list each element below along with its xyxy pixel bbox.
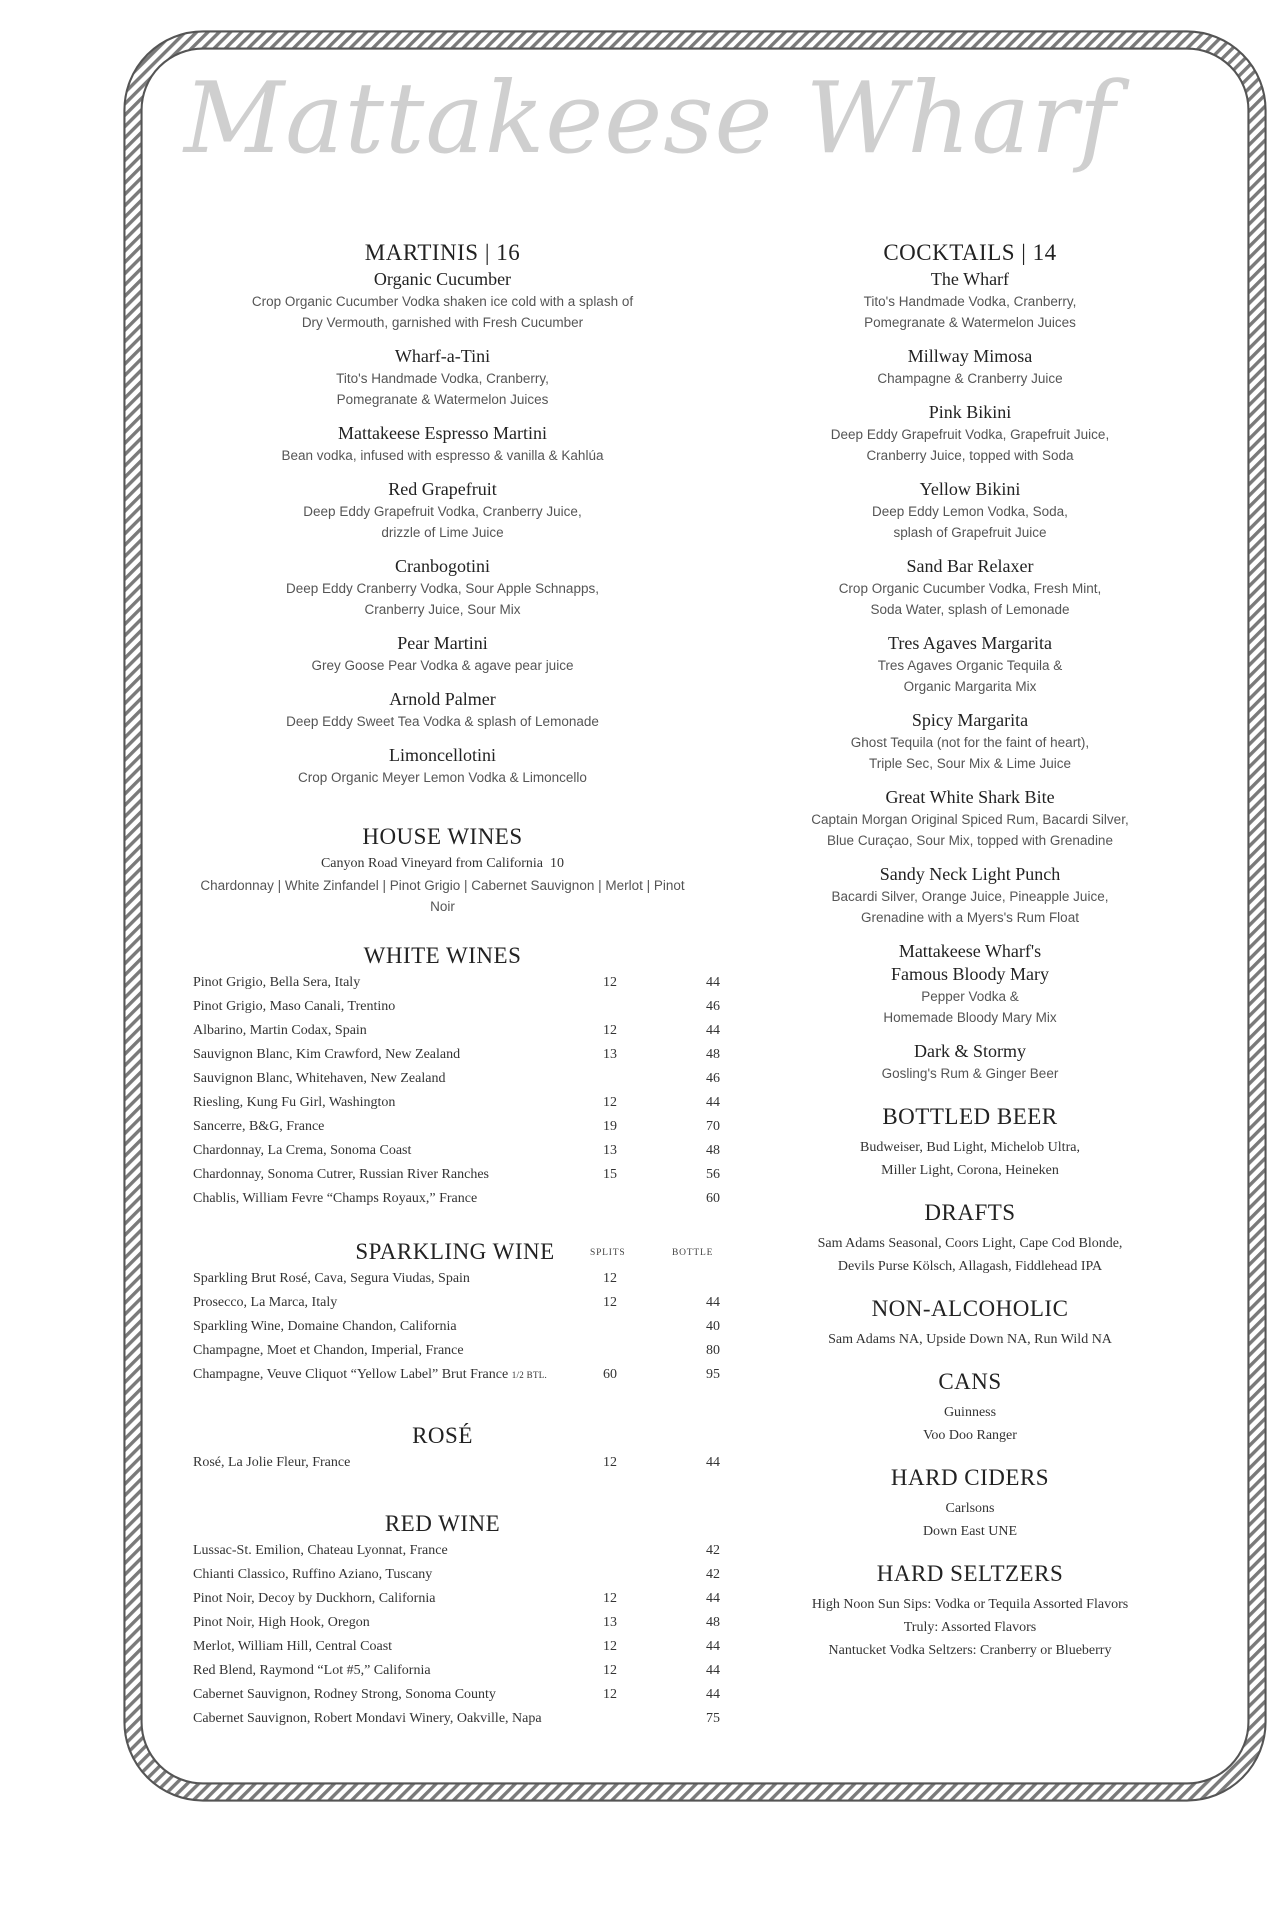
martinis-section — [190, 238, 695, 788]
beer-section-title: HARD SELTZERS — [876, 1561, 1064, 1586]
cocktail-item — [760, 863, 1180, 928]
martini-item — [190, 632, 695, 676]
wine-row — [190, 1043, 720, 1067]
martini-name: Cranbogotini — [395, 556, 490, 576]
wine-bottle-price: 44 — [706, 1095, 720, 1110]
bottle-column-header: BOTTLE — [672, 1248, 714, 1258]
beer-section-body — [760, 1497, 1180, 1543]
martini-item — [190, 555, 695, 620]
wine-row — [190, 1683, 720, 1707]
wine-name: Pinot Grigio, Bella Sera, Italy — [193, 975, 361, 990]
wine-name: Cabernet Sauvignon, Rodney Strong, Sonoma County — [193, 1687, 496, 1702]
beer-section — [760, 1294, 1180, 1351]
wine-glass-price: 13 — [603, 1143, 617, 1158]
wine-row — [190, 1267, 695, 1291]
wine-row — [190, 1187, 720, 1211]
wine-name: Sancerre, B&G, France — [193, 1119, 325, 1134]
sparkling-title: SPARKLING WINE — [355, 1239, 555, 1264]
beer-section-body — [760, 1328, 1180, 1351]
wine-name: Champagne, Veuve Cliquot “Yellow Label” Brut France 1/2 BTL. — [193, 1367, 548, 1382]
wine-row — [190, 971, 720, 995]
rose-title: ROSÉ — [412, 1423, 473, 1448]
martini-name: Arnold Palmer — [389, 689, 496, 709]
cocktail-item — [760, 268, 1180, 333]
cocktail-name: Spicy Margarita — [911, 710, 1029, 730]
wine-name: Cabernet Sauvignon, Robert Mondavi Winery, Oakville, Napa — [193, 1711, 542, 1726]
wine-name: Chablis, William Fevre “Champs Royaux,” France — [193, 1191, 478, 1206]
martini-description: Bean vodka, infused with espresso & vanilla & Kahlúa — [281, 448, 604, 463]
wine-bottle-price: 44 — [706, 1687, 720, 1702]
wine-row — [190, 1587, 720, 1611]
wine-name: Merlot, William Hill, Central Coast — [193, 1639, 393, 1654]
wine-row — [190, 1611, 720, 1635]
left-column — [190, 238, 720, 1731]
beer-section — [760, 1198, 1180, 1278]
splits-column-header: SPLITS — [590, 1248, 626, 1258]
wine-row — [190, 1019, 720, 1043]
wine-glass-price: 13 — [603, 1615, 617, 1630]
wine-bottle-price: 44 — [706, 975, 720, 990]
wine-bottle-price: 42 — [706, 1567, 720, 1582]
cocktail-item — [760, 555, 1180, 620]
beer-section-body — [760, 1232, 1180, 1278]
martini-name: Pear Martini — [397, 633, 488, 653]
wine-bottle-price: 60 — [706, 1191, 720, 1206]
wine-row — [190, 1563, 720, 1587]
wine-row — [190, 1291, 720, 1315]
cocktail-item — [760, 940, 1180, 1028]
wine-name: Rosé, La Jolie Fleur, France — [193, 1455, 351, 1470]
house-wines-price: 10 — [550, 856, 565, 871]
cocktails-section — [760, 238, 1180, 1084]
rose-wine-list — [190, 1451, 720, 1475]
beer-line: Down East UNE — [922, 1524, 1018, 1539]
martini-item — [190, 268, 695, 333]
beer-line: Guinness — [943, 1405, 997, 1420]
right-column — [760, 238, 1180, 1662]
cocktail-description: Tres Agaves Organic Tequila & — [877, 658, 1063, 673]
house-wines-vineyard: Canyon Road Vineyard from California — [320, 856, 544, 871]
martini-description: Pomegranate & Watermelon Juices — [336, 392, 549, 407]
wine-bottle-price: 75 — [706, 1711, 720, 1726]
wine-name: Prosecco, La Marca, Italy — [193, 1295, 338, 1310]
beer-line: High Noon Sun Sips: Vodka or Tequila Assorted Flavors — [811, 1597, 1129, 1612]
wine-row — [190, 1363, 720, 1387]
beer-line: Sam Adams NA, Upside Down NA, Run Wild NA — [828, 1332, 1112, 1347]
wine-bottle-price: 44 — [706, 1639, 720, 1654]
beer-line: Carlsons — [945, 1501, 995, 1516]
beer-line: Truly: Assorted Flavors — [903, 1620, 1037, 1635]
white-wines-title: WHITE WINES — [363, 943, 522, 968]
martini-name: Organic Cucumber — [373, 269, 512, 289]
cocktail-description: Bacardi Silver, Orange Juice, Pineapple Juice, — [831, 889, 1109, 904]
wine-name: Lussac-St. Emilion, Chateau Lyonnat, France — [193, 1543, 448, 1558]
beer-section-body — [760, 1593, 1180, 1662]
wine-name: Champagne, Moet et Chandon, Imperial, France — [193, 1343, 464, 1358]
red-wine-list — [190, 1539, 720, 1731]
wine-row — [190, 1315, 720, 1339]
beer-section-body — [760, 1136, 1180, 1182]
wine-row — [190, 1707, 720, 1731]
sparkling-section — [190, 1237, 720, 1387]
beer-line: Nantucket Vodka Seltzers: Cranberry or Blueberry — [828, 1643, 1112, 1658]
cocktail-description: Ghost Tequila (not for the faint of heart), — [850, 735, 1090, 750]
martini-description: drizzle of Lime Juice — [381, 525, 504, 540]
wine-note: 1/2 BTL. — [511, 1370, 548, 1380]
wine-glass-price: 15 — [603, 1167, 617, 1182]
wine-bottle-price: 40 — [706, 1319, 720, 1334]
beer-section-title: BOTTLED BEER — [882, 1104, 1058, 1129]
cocktail-name: Pink Bikini — [928, 402, 1012, 422]
wine-bottle-price: 44 — [706, 1023, 720, 1038]
wine-row — [190, 1451, 720, 1475]
martini-item — [190, 688, 695, 732]
cocktail-item — [760, 786, 1180, 851]
cocktail-description: Blue Curaçao, Sour Mix, topped with Grenadine — [827, 833, 1113, 848]
wine-name: Sparkling Wine, Domaine Chandon, California — [193, 1319, 457, 1334]
martini-item — [190, 478, 695, 543]
cocktail-description: Deep Eddy Grapefruit Vodka, Grapefruit Juice, — [830, 427, 1110, 442]
cocktail-item — [760, 478, 1180, 543]
cocktail-description: splash of Grapefruit Juice — [893, 525, 1047, 540]
wine-row — [190, 1635, 720, 1659]
sparkling-header — [190, 1237, 714, 1267]
wine-glass-price: 12 — [603, 1687, 617, 1702]
wine-name: Red Blend, Raymond “Lot #5,” California — [193, 1663, 431, 1678]
cocktail-name: Famous Bloody Mary — [890, 964, 1049, 984]
cocktail-item — [760, 345, 1180, 389]
beer-section — [760, 1559, 1180, 1662]
house-wines-subtitle — [190, 852, 695, 875]
house-wines-title: HOUSE WINES — [362, 824, 523, 849]
cocktails-title: COCKTAILS | 14 — [883, 240, 1057, 265]
wine-bottle-price: 48 — [706, 1047, 720, 1062]
wine-row — [190, 1091, 720, 1115]
cocktail-description: Pomegranate & Watermelon Juices — [864, 315, 1076, 330]
wine-name: Chardonnay, La Crema, Sonoma Coast — [193, 1143, 412, 1158]
wine-glass-price: 19 — [603, 1119, 617, 1134]
wine-bottle-price: 44 — [706, 1295, 720, 1310]
martini-list — [190, 268, 695, 788]
wine-name: Albarino, Martin Codax, Spain — [193, 1023, 367, 1038]
martini-name: Wharf-a-Tini — [394, 346, 491, 366]
wine-name: Pinot Grigio, Maso Canali, Trentino — [193, 999, 396, 1014]
rose-section — [190, 1421, 720, 1475]
cocktail-description: Captain Morgan Original Spiced Rum, Bacardi Silver, — [811, 812, 1129, 827]
wine-glass-price: 12 — [603, 1663, 617, 1678]
cocktail-description: Homemade Bloody Mary Mix — [883, 1010, 1057, 1025]
cocktail-description: Cranberry Juice, topped with Soda — [866, 448, 1074, 463]
martini-description: Crop Organic Cucumber Vodka shaken ice cold with a splash of — [251, 294, 634, 309]
house-wines-section — [190, 822, 695, 917]
martini-name: Mattakeese Espresso Martini — [338, 423, 547, 443]
wine-bottle-price: 44 — [706, 1591, 720, 1606]
wine-glass-price: 12 — [603, 1271, 617, 1286]
cocktail-name: Yellow Bikini — [919, 479, 1021, 499]
cocktail-name: The Wharf — [930, 269, 1010, 289]
martini-item — [190, 744, 695, 788]
wine-bottle-price: 46 — [706, 1071, 720, 1086]
wine-row — [190, 1067, 720, 1091]
martini-name: Red Grapefruit — [388, 479, 497, 499]
wine-bottle-price: 42 — [706, 1543, 720, 1558]
cocktail-item — [760, 709, 1180, 774]
wine-glass-price: 13 — [603, 1047, 617, 1062]
martini-description: Deep Eddy Grapefruit Vodka, Cranberry Juice, — [303, 504, 582, 519]
beer-line: Budweiser, Bud Light, Michelob Ultra, — [860, 1140, 1080, 1155]
cocktail-name: Sandy Neck Light Punch — [879, 864, 1061, 884]
beer-line: Voo Doo Ranger — [923, 1428, 1017, 1443]
wine-bottle-price: 70 — [706, 1119, 720, 1134]
wine-bottle-price: 48 — [706, 1615, 720, 1630]
beer-section-title: HARD CIDERS — [890, 1465, 1050, 1490]
beer-section-body — [760, 1401, 1180, 1447]
wine-glass-price: 60 — [603, 1367, 617, 1382]
martini-item — [190, 345, 695, 410]
cocktail-description: Tito's Handmade Vodka, Cranberry, — [863, 294, 1077, 309]
red-wine-section — [190, 1509, 720, 1731]
martini-item — [190, 422, 695, 466]
beer-section — [760, 1102, 1180, 1182]
wine-bottle-price: 80 — [706, 1343, 720, 1358]
cocktail-description: Soda Water, splash of Lemonade — [870, 602, 1070, 617]
wine-name: Chardonnay, Sonoma Cutrer, Russian River Ranches — [193, 1167, 489, 1182]
white-wine-list — [190, 971, 720, 1211]
martini-description: Deep Eddy Sweet Tea Vodka & splash of Lemonade — [286, 714, 599, 729]
wine-name: Pinot Noir, Decoy by Duckhorn, California — [193, 1591, 436, 1606]
beer-section-title: DRAFTS — [924, 1200, 1016, 1225]
white-wines-section — [190, 941, 720, 1211]
wine-glass-price: 12 — [603, 1639, 617, 1654]
wine-glass-price: 12 — [603, 1023, 617, 1038]
wine-bottle-price: 46 — [706, 999, 720, 1014]
wine-glass-price: 12 — [603, 975, 617, 990]
cocktail-description: Champagne & Cranberry Juice — [877, 371, 1063, 386]
cocktail-name: Great White Shark Bite — [885, 787, 1055, 807]
wine-name: Chianti Classico, Ruffino Aziano, Tuscany — [193, 1567, 433, 1582]
martini-description: Dry Vermouth, garnished with Fresh Cucumber — [301, 315, 584, 330]
cocktail-item — [760, 401, 1180, 466]
house-wines-varietals: Chardonnay | White Zinfandel | Pinot Grigio | Cabernet Sauvignon | Merlot | Pinot Noir — [200, 878, 685, 914]
wine-bottle-price: 95 — [706, 1367, 720, 1382]
wine-row — [190, 1115, 720, 1139]
martini-description: Tito's Handmade Vodka, Cranberry, — [336, 371, 549, 386]
beer-section — [760, 1463, 1180, 1543]
wine-glass-price: 12 — [603, 1455, 617, 1470]
cocktail-item — [760, 632, 1180, 697]
cocktail-description: Deep Eddy Lemon Vodka, Soda, — [872, 504, 1068, 519]
cocktail-name: Tres Agaves Margarita — [888, 633, 1052, 653]
martini-description: Deep Eddy Cranberry Vodka, Sour Apple Schnapps, — [286, 581, 599, 596]
beer-sections — [760, 1102, 1180, 1662]
wine-name: Sauvignon Blanc, Kim Crawford, New Zealand — [193, 1047, 461, 1062]
wine-bottle-price: 44 — [706, 1455, 720, 1470]
wine-name: Sparkling Brut Rosé, Cava, Segura Viudas, Spain — [193, 1271, 470, 1286]
wine-bottle-price: 48 — [706, 1143, 720, 1158]
cocktail-description: Crop Organic Cucumber Vodka, Fresh Mint, — [838, 581, 1102, 596]
wine-glass-price: 12 — [603, 1095, 617, 1110]
wine-bottle-price: 44 — [706, 1663, 720, 1678]
cocktail-description: Triple Sec, Sour Mix & Lime Juice — [868, 756, 1072, 771]
martini-description: Grey Goose Pear Vodka & agave pear juice — [311, 658, 574, 673]
martinis-title: MARTINIS | 16 — [364, 240, 521, 265]
wine-row — [190, 995, 720, 1019]
wine-glass-price: 12 — [603, 1591, 617, 1606]
sparkling-wine-list — [190, 1267, 720, 1387]
restaurant-name-title: Mattakeese Wharf — [183, 62, 1117, 176]
wine-row — [190, 1163, 720, 1187]
beer-line: Devils Purse Kölsch, Allagash, Fiddlehead IPA — [837, 1259, 1103, 1274]
cocktail-description: Gosling's Rum & Ginger Beer — [881, 1066, 1059, 1081]
cocktail-name: Sand Bar Relaxer — [906, 556, 1034, 576]
wine-row — [190, 1659, 720, 1683]
martini-name: Limoncellotini — [389, 745, 496, 765]
cocktail-name: Mattakeese Wharf's — [898, 941, 1042, 961]
wine-bottle-price: 56 — [706, 1167, 720, 1182]
beer-line: Sam Adams Seasonal, Coors Light, Cape Cod Blonde, — [817, 1236, 1123, 1251]
wine-glass-price: 12 — [603, 1295, 617, 1310]
beer-section — [760, 1367, 1180, 1447]
beer-section-title: NON-ALCOHOLIC — [871, 1296, 1069, 1321]
beer-line: Miller Light, Corona, Heineken — [881, 1163, 1059, 1178]
wine-name: Sauvignon Blanc, Whitehaven, New Zealand — [193, 1071, 446, 1086]
cocktail-name: Dark & Stormy — [914, 1041, 1026, 1061]
martini-description: Cranberry Juice, Sour Mix — [364, 602, 521, 617]
wine-row — [190, 1539, 720, 1563]
beer-section-title: CANS — [938, 1369, 1002, 1394]
wine-row — [190, 1139, 720, 1163]
wine-row — [190, 1339, 720, 1363]
cocktail-description: Grenadine with a Myers's Rum Float — [861, 910, 1079, 925]
cocktail-name: Millway Mimosa — [907, 346, 1033, 366]
wine-name: Pinot Noir, High Hook, Oregon — [193, 1615, 370, 1630]
cocktail-description: Pepper Vodka & — [921, 989, 1019, 1004]
cocktail-item — [760, 1040, 1180, 1084]
cocktail-list — [760, 268, 1180, 1084]
wine-name: Riesling, Kung Fu Girl, Washington — [193, 1095, 396, 1110]
martini-description: Crop Organic Meyer Lemon Vodka & Limoncello — [298, 770, 587, 785]
red-wine-title: RED WINE — [384, 1511, 501, 1536]
cocktail-description: Organic Margarita Mix — [903, 679, 1037, 694]
